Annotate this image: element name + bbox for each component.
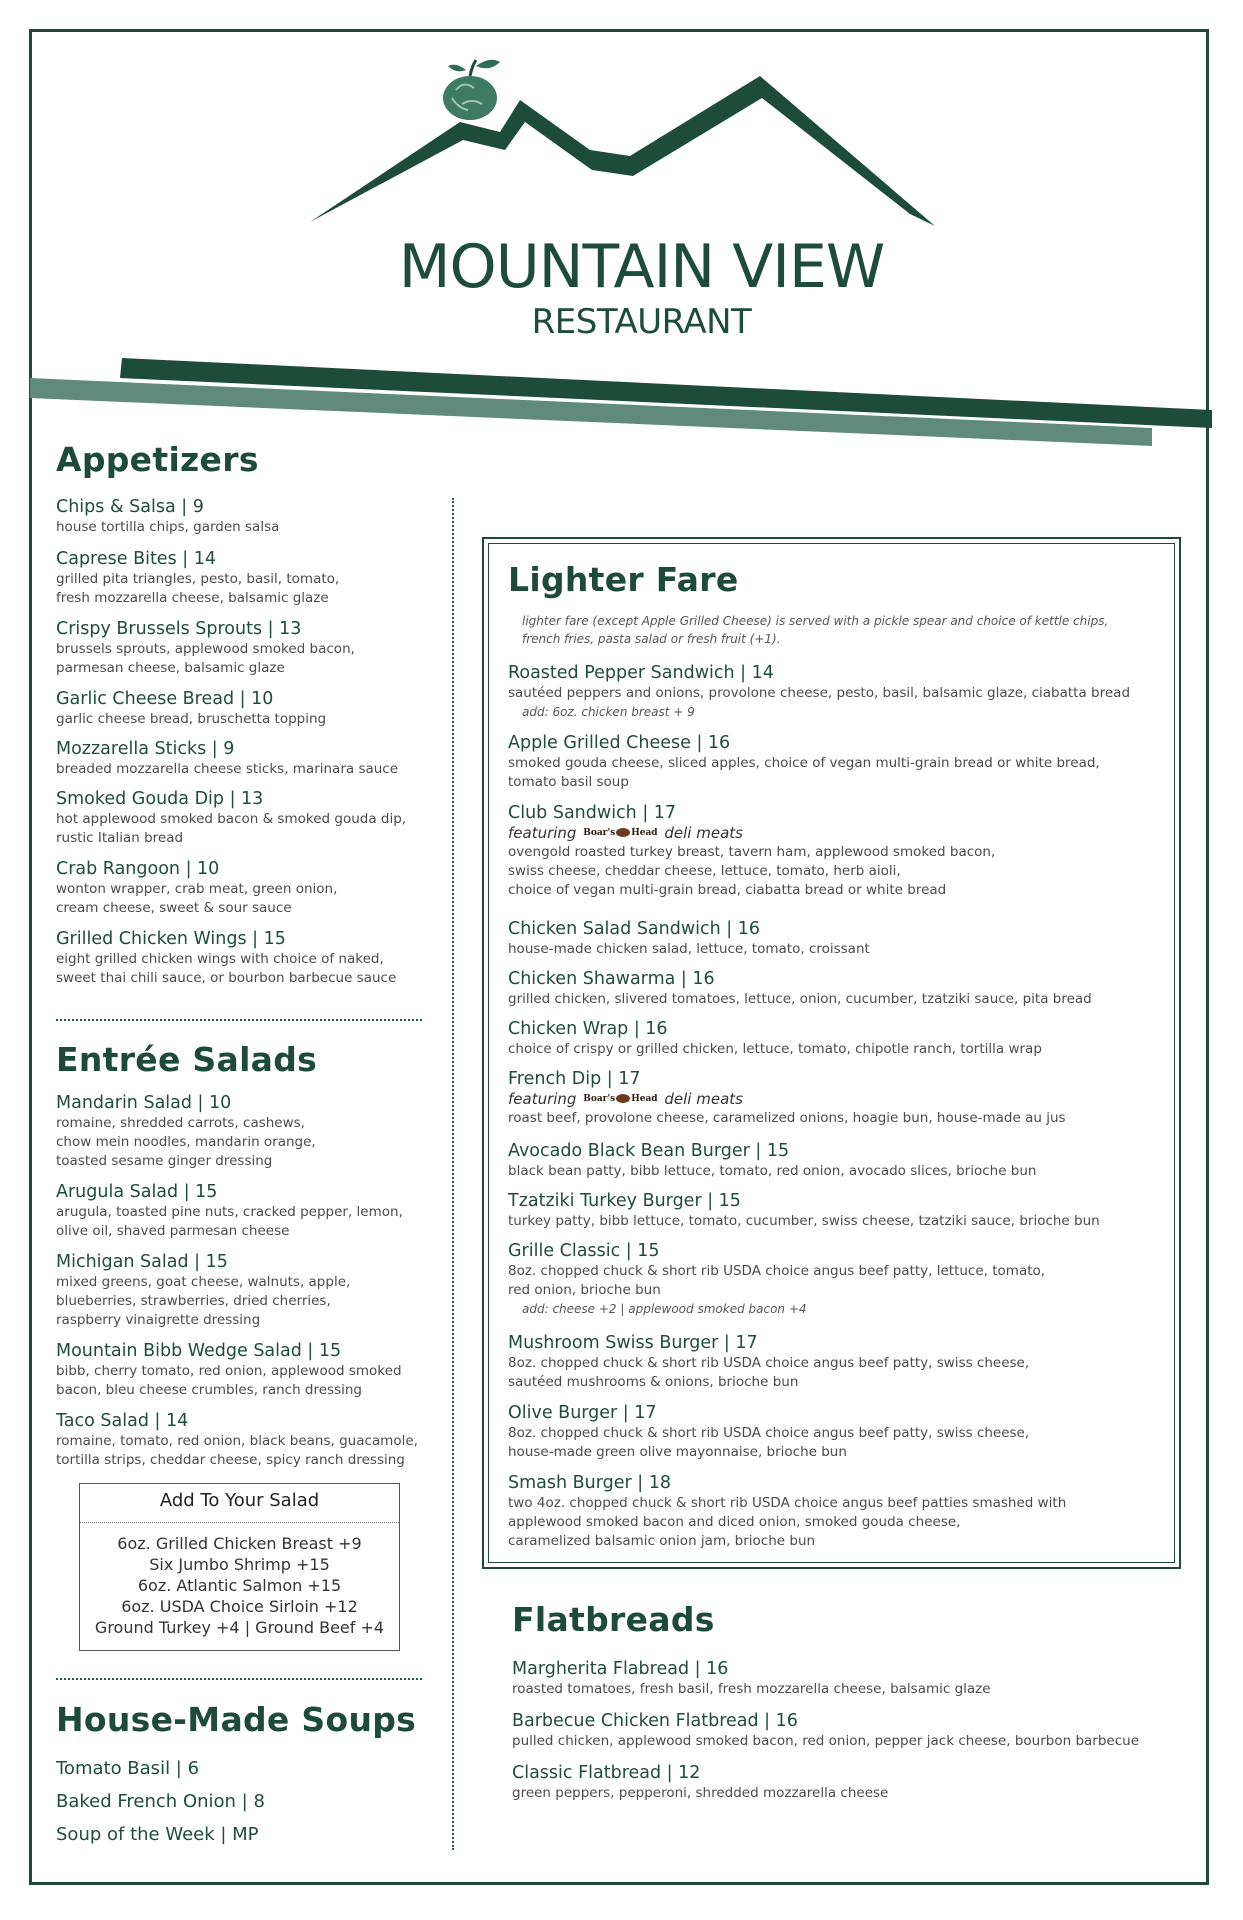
menu-item	[56, 928, 396, 988]
lighter-fare-title: Lighter Fare	[508, 560, 739, 599]
description-line: raspberry vinaigrette dressing	[56, 1312, 261, 1328]
menu-item-description	[56, 810, 406, 848]
menu-item-description	[508, 1494, 1066, 1551]
menu-item-name: Smash Burger | 18	[508, 1473, 671, 1493]
description-line: grilled chicken, slivered tomatoes, lettuce, onion, cucumber, tzatziki sauce, pita bread	[508, 991, 1092, 1007]
menu-item-description	[56, 950, 396, 988]
description-line: swiss cheese, cheddar cheese, lettuce, tomato, herb aioli,	[508, 863, 901, 879]
menu-item-description	[56, 1114, 316, 1171]
description-line: caramelized balsamic onion jam, brioche bun	[508, 1533, 816, 1549]
description-line: turkey patty, bibb lettuce, tomato, cucumber, swiss cheese, tzatziki sauce, brioche bun	[508, 1213, 1100, 1229]
description-line: eight grilled chicken wings with choice of naked,	[56, 951, 384, 967]
add-option: Ground Turkey +4 | Ground Beef +4	[94, 1618, 385, 1637]
menu-item-description	[56, 1203, 403, 1241]
description-line: chow mein noodles, mandarin orange,	[56, 1134, 316, 1150]
featuring-label: featuring	[508, 1090, 577, 1108]
menu-item	[508, 802, 995, 900]
soup-item: Tomato Basil | 6	[56, 1758, 200, 1779]
menu-item-name: Apple Grilled Cheese | 16	[508, 733, 731, 753]
description-line: sautéed peppers and onions, provolone cheese, pesto, basil, balsamic glaze, ciabatta bread	[508, 685, 1131, 701]
boars-head-right: Head	[631, 828, 658, 838]
flatbreads-title: Flatbreads	[512, 1600, 715, 1639]
menu-item	[56, 738, 398, 779]
description-line: green peppers, pepperoni, shredded mozzarella cheese	[512, 1785, 889, 1801]
divider	[56, 1678, 422, 1680]
menu-item-name: Barbecue Chicken Flatbread | 16	[512, 1711, 798, 1731]
column-divider	[452, 498, 454, 1850]
menu-item	[508, 1018, 1042, 1059]
description-line: arugula, toasted pine nuts, cracked pepper, lemon,	[56, 1204, 403, 1220]
menu-item-name: Crab Rangoon | 10	[56, 859, 220, 879]
menu-item-description	[508, 1040, 1042, 1059]
menu-item	[56, 1410, 418, 1470]
menu-item	[512, 1710, 1139, 1751]
add-option: Six Jumbo Shrimp +15	[149, 1555, 330, 1574]
menu-item-name: Mushroom Swiss Burger | 17	[508, 1333, 758, 1353]
menu-item-description	[508, 1354, 1029, 1392]
divider	[56, 1019, 422, 1021]
menu-item-description	[56, 518, 279, 537]
description-line: sweet thai chili sauce, or bourbon barbecue sauce	[56, 970, 397, 986]
menu-item-name: Roasted Pepper Sandwich | 14	[508, 663, 774, 683]
add-on-note: add: cheese +2 | applewood smoked bacon +4	[522, 1302, 807, 1316]
appetizers-title: Appetizers	[56, 440, 259, 479]
description-line: romaine, shredded carrots, cashews,	[56, 1115, 305, 1131]
description-line: fresh mozzarella cheese, balsamic glaze	[56, 590, 329, 606]
menu-item	[56, 1340, 402, 1400]
soup-item: Baked French Onion | 8	[56, 1791, 265, 1812]
restaurant-subtitle: RESTAURANT	[531, 302, 752, 342]
salads-title: Entrée Salads	[56, 1040, 318, 1079]
menu-item-description	[508, 754, 1100, 792]
description-line: choice of crispy or grilled chicken, lettuce, tomato, chipotle ranch, tortilla wrap	[508, 1041, 1042, 1057]
description-line: pulled chicken, applewood smoked bacon, red onion, pepper jack cheese, bourbon barbecue	[512, 1733, 1139, 1749]
menu-item	[508, 1190, 1100, 1231]
description-line: hot applewood smoked bacon & smoked gouda dip,	[56, 811, 407, 827]
menu-item-name: Margherita Flabread | 16	[512, 1659, 729, 1679]
menu-item	[508, 1402, 1029, 1462]
menu-item-description	[508, 1212, 1100, 1231]
description-line: smoked gouda cheese, sliced apples, choice of vegan multi-grain bread or white bread,	[508, 755, 1100, 771]
featuring-line	[508, 1090, 1066, 1109]
add-to-salad-title: Add To Your Salad	[159, 1490, 320, 1511]
boars-head-right: Head	[631, 1094, 658, 1104]
menu-item-description	[508, 1424, 1029, 1462]
menu-item	[56, 548, 339, 608]
menu-item	[508, 662, 1130, 721]
boar-emblem-icon	[616, 828, 630, 837]
menu-item-description	[56, 760, 398, 779]
deli-label: deli meats	[664, 1090, 743, 1108]
menu-item-description	[508, 1262, 1045, 1300]
menu-item	[56, 1251, 350, 1330]
description-line: choice of vegan multi-grain bread, ciabatta bread or white bread	[508, 882, 947, 898]
menu-item-name: Crispy Brussels Sprouts | 13	[56, 619, 302, 639]
menu-item-description	[512, 1680, 991, 1699]
description-line: house-made chicken salad, lettuce, tomato, croissant	[508, 941, 870, 957]
description-line: bibb, cherry tomato, red onion, applewood smoked	[56, 1363, 402, 1379]
description-line: toasted sesame ginger dressing	[56, 1153, 273, 1169]
menu-item-name: Chicken Shawarma | 16	[508, 969, 715, 989]
menu-item-name: Grille Classic | 15	[508, 1241, 660, 1261]
description-line: blueberries, strawberries, dried cherries,	[56, 1293, 331, 1309]
boars-head-logo-icon	[583, 1090, 657, 1109]
menu-item	[56, 858, 337, 918]
menu-item	[56, 496, 279, 537]
description-line: sautéed mushrooms & onions, brioche bun	[508, 1374, 799, 1390]
menu-item-name: Taco Salad | 14	[56, 1411, 189, 1431]
description-line: romaine, tomato, red onion, black beans, guacamole,	[56, 1433, 418, 1449]
description-line: brussels sprouts, applewood smoked bacon,	[56, 641, 355, 657]
description-line: cream cheese, sweet & sour sauce	[56, 900, 292, 916]
menu-item-description	[508, 940, 870, 959]
menu-item-name: Chicken Salad Sandwich | 16	[508, 919, 761, 939]
description-line: 8oz. chopped chuck & short rib USDA choice angus beef patty, lettuce, tomato,	[508, 1263, 1046, 1279]
soup-item: Soup of the Week | MP	[56, 1824, 259, 1845]
menu-item	[512, 1762, 888, 1803]
menu-item-description	[508, 684, 1130, 703]
description-line: roast beef, provolone cheese, caramelized onions, hoagie bun, house-made au jus	[508, 1110, 1066, 1126]
menu-item-description	[56, 1362, 402, 1400]
featuring-label: featuring	[508, 824, 577, 842]
menu-item	[508, 918, 870, 959]
description-line: wonton wrapper, crab meat, green onion,	[56, 881, 338, 897]
menu-item-name: Club Sandwich | 17	[508, 803, 677, 823]
boars-head-logo-icon	[583, 824, 657, 843]
description-line: olive oil, shaved parmesan cheese	[56, 1223, 290, 1239]
menu-item-name: Caprese Bites | 14	[56, 549, 216, 569]
menu-item	[56, 688, 326, 729]
menu-item-name: Tzatziki Turkey Burger | 15	[508, 1191, 741, 1211]
menu-item	[508, 1140, 1036, 1181]
description-line: red onion, brioche bun	[508, 1282, 661, 1298]
menu-item	[56, 788, 406, 848]
description-line: house-made green olive mayonnaise, brioche bun	[508, 1444, 847, 1460]
menu-item-name: Chicken Wrap | 16	[508, 1019, 668, 1039]
description-line: parmesan cheese, balsamic glaze	[56, 660, 285, 676]
description-line: roasted tomatoes, fresh basil, fresh mozzarella cheese, balsamic glaze	[512, 1681, 991, 1697]
soups-title: House-Made Soups	[56, 1700, 417, 1739]
menu-item-description	[508, 990, 1092, 1009]
banner-stripes	[0, 0, 1243, 460]
menu-item-name: French Dip | 17	[508, 1069, 641, 1089]
description-line: breaded mozzarella cheese sticks, marinara sauce	[56, 761, 399, 777]
menu-item-name: Olive Burger | 17	[508, 1403, 657, 1423]
menu-item	[508, 1240, 1045, 1318]
description-line: mixed greens, goat cheese, walnuts, apple,	[56, 1274, 351, 1290]
menu-item	[56, 618, 355, 678]
description-line: two 4oz. chopped chuck & short rib USDA choice angus beef patties smashed with	[508, 1495, 1067, 1511]
menu-item-name: Smoked Gouda Dip | 13	[56, 789, 264, 809]
menu-item	[56, 1092, 316, 1171]
menu-item-name: Chips & Salsa | 9	[56, 497, 204, 517]
description-line: ovengold roasted turkey breast, tavern ham, applewood smoked bacon,	[508, 844, 996, 860]
add-to-salad-list	[79, 1533, 400, 1638]
description-line: bacon, bleu cheese crumbles, ranch dressing	[56, 1382, 362, 1398]
menu-item-description	[512, 1784, 888, 1803]
featuring-line	[508, 824, 995, 843]
description-line: tomato basil soup	[508, 774, 629, 790]
menu-item-description	[508, 1162, 1036, 1181]
menu-item-name: Arugula Salad | 15	[56, 1182, 218, 1202]
menu-item-description	[508, 1109, 1066, 1128]
menu-item-description	[56, 1273, 350, 1330]
menu-item-name: Michigan Salad | 15	[56, 1252, 228, 1272]
description-line: 8oz. chopped chuck & short rib USDA choice angus beef patty, swiss cheese,	[508, 1355, 1030, 1371]
menu-item	[508, 1332, 1029, 1392]
description-line: grilled pita triangles, pesto, basil, tomato,	[56, 571, 340, 587]
deli-label: deli meats	[664, 824, 743, 842]
lighter-fare-note: lighter fare (except Apple Grilled Cheese) is served with a pickle spear and choice of kettle chips, french fries, pasta salad or fresh fruit (+1).	[522, 614, 1109, 646]
description-line: garlic cheese bread, bruschetta topping	[56, 711, 327, 727]
description-line: black bean patty, bibb lettuce, tomato, red onion, avocado slices, brioche bun	[508, 1163, 1037, 1179]
add-on-note: add: 6oz. chicken breast + 9	[522, 705, 695, 719]
menu-item-description	[56, 570, 339, 608]
menu-item-name: Mozzarella Sticks | 9	[56, 739, 235, 759]
add-box-divider	[80, 1522, 399, 1523]
add-option: 6oz. USDA Choice Sirloin +12	[121, 1597, 358, 1616]
menu-item-name: Grilled Chicken Wings | 15	[56, 929, 286, 949]
description-line: house tortilla chips, garden salsa	[56, 519, 280, 535]
menu-item-name: Avocado Black Bean Burger | 15	[508, 1141, 790, 1161]
menu-item-name: Mandarin Salad | 10	[56, 1093, 232, 1113]
menu-item-description	[508, 843, 995, 900]
menu-item	[512, 1658, 991, 1699]
menu-item	[508, 968, 1092, 1009]
menu-item-description	[56, 1432, 418, 1470]
add-option: 6oz. Grilled Chicken Breast +9	[117, 1534, 362, 1553]
description-line: rustic Italian bread	[56, 830, 184, 846]
menu-item-name: Classic Flatbread | 12	[512, 1763, 701, 1783]
boar-emblem-icon	[616, 1094, 630, 1103]
description-line: tortilla strips, cheddar cheese, spicy ranch dressing	[56, 1452, 405, 1468]
menu-item	[508, 732, 1100, 792]
menu-item	[508, 1068, 1066, 1128]
boars-head-left: Boar's	[583, 828, 616, 838]
boars-head-left: Boar's	[583, 1094, 616, 1104]
menu-item-description	[56, 710, 326, 729]
restaurant-name: MOUNTAIN VIEW	[398, 232, 885, 302]
description-line: applewood smoked bacon and diced onion, smoked gouda cheese,	[508, 1514, 961, 1530]
menu-item-description	[56, 880, 337, 918]
menu-item-description	[56, 640, 355, 678]
menu-item	[508, 1472, 1066, 1551]
menu-item-name: Mountain Bibb Wedge Salad | 15	[56, 1341, 342, 1361]
description-line: 8oz. chopped chuck & short rib USDA choice angus beef patty, swiss cheese,	[508, 1425, 1030, 1441]
add-option: 6oz. Atlantic Salmon +15	[137, 1576, 342, 1595]
menu-item-name: Garlic Cheese Bread | 10	[56, 689, 274, 709]
menu-item	[56, 1181, 403, 1241]
menu-item-description	[512, 1732, 1139, 1751]
